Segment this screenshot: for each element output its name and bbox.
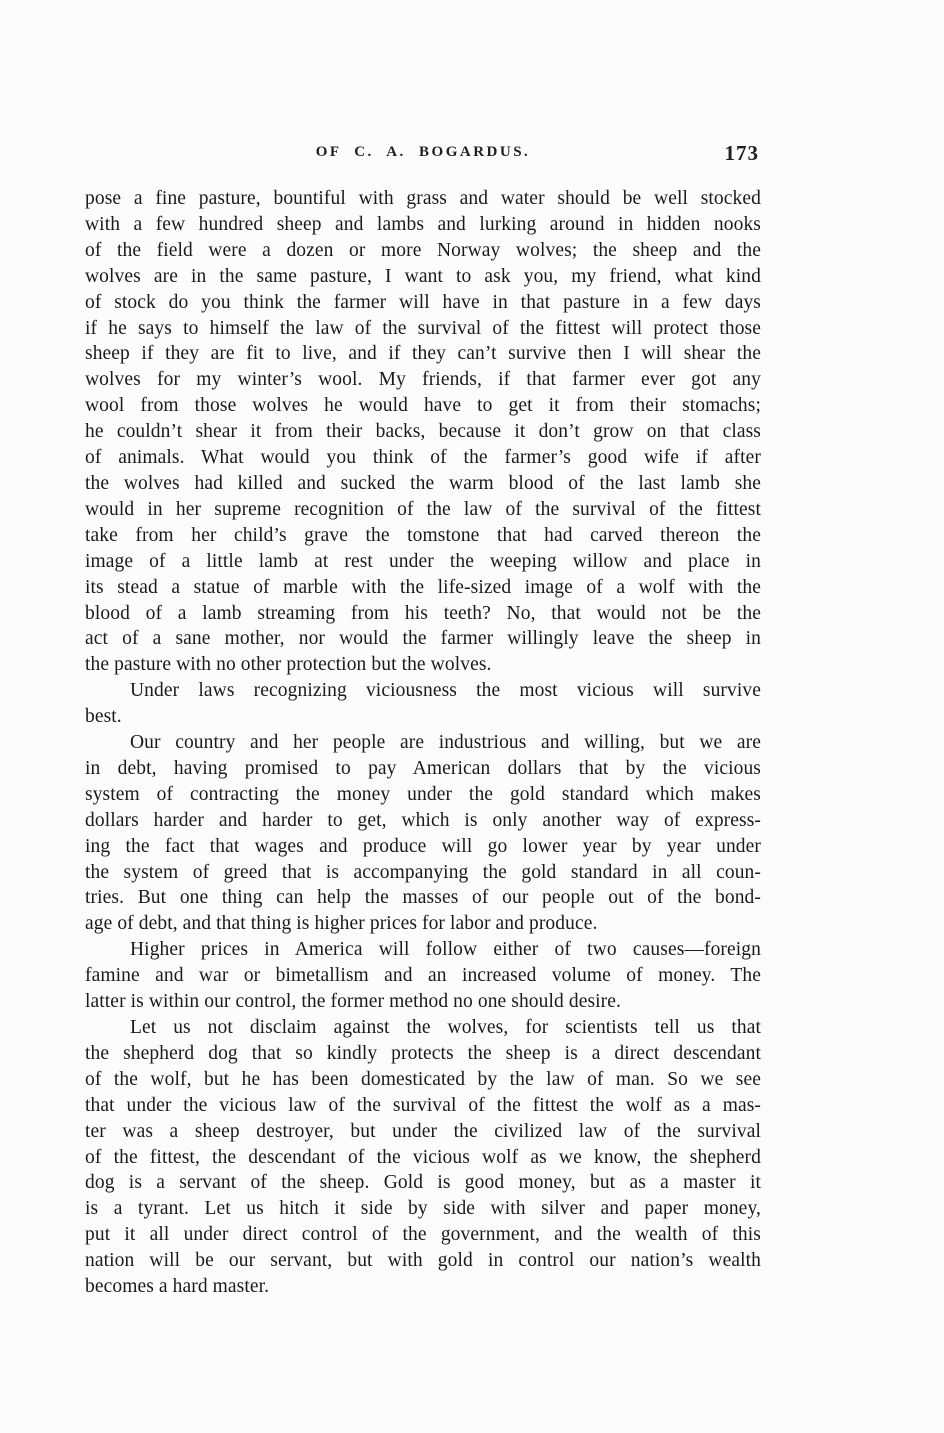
text-line: of the fittest, the descendant of the vicious wolf as we know, the shepherd xyxy=(85,1146,761,1168)
text-line: age of debt, and that thing is higher prices for labor and produce. xyxy=(85,913,598,935)
text-line: system of contracting the money under the gold standard which makes xyxy=(85,783,761,805)
text-line: the pasture with no other protection but the wolves. xyxy=(85,654,492,676)
text-line: ter was a sheep destroyer, but under the civilized law of the survival xyxy=(85,1120,761,1142)
text-line: is a tyrant. Let us hitch it side by side with silver and paper money, xyxy=(85,1198,761,1220)
text-line: of the wolf, but he has been domesticated by the law of man. So we see xyxy=(85,1068,761,1090)
text-line: nation will be our servant, but with gold in control our nation’s wealth xyxy=(85,1250,761,1272)
text-line: wool from those wolves he would have to get it from their stomachs; xyxy=(85,395,761,417)
page-number: 173 xyxy=(724,141,759,165)
paragraph xyxy=(85,1015,761,1300)
text-line: that under the vicious law of the survival of the fittest the wolf as a mas- xyxy=(85,1094,761,1116)
text-line: famine and war or bimetallism and an increased volume of money. The xyxy=(85,965,761,987)
text-line: Let us not disclaim against the wolves, for scientists tell us that xyxy=(130,1017,761,1038)
text-line: put it all under direct control of the government, and the wealth of this xyxy=(85,1224,761,1246)
text-line: dollars harder and harder to get, which is only another way of express- xyxy=(85,809,761,831)
paragraph xyxy=(85,186,761,678)
text-line: becomes a hard master. xyxy=(85,1276,270,1298)
text-line: wolves are in the same pasture, I want to ask you, my friend, what kind xyxy=(85,265,761,287)
text-line: wolves for my winter’s wool. My friends, if that farmer ever got any xyxy=(85,369,761,391)
text-line: of stock do you think the farmer will have in that pasture in a few days xyxy=(85,291,761,313)
text-line: in debt, having promised to pay American dollars that by the vicious xyxy=(85,757,761,779)
paragraph xyxy=(85,937,761,1015)
text-line: best. xyxy=(85,706,122,728)
text-line: with a few hundred sheep and lambs and lurking around in hidden nooks xyxy=(85,213,761,235)
text-line: image of a little lamb at rest under the weeping willow and place in xyxy=(85,550,761,572)
text-line: of animals. What would you think of the farmer’s good wife if after xyxy=(85,447,761,469)
body-text xyxy=(85,186,761,1300)
text-line: would in her supreme recognition of the law of the survival of the fittest xyxy=(85,498,761,520)
text-line: blood of a lamb streaming from his teeth? No, that would not be the xyxy=(85,602,761,624)
text-line: of the field were a dozen or more Norway wolves; the sheep and the xyxy=(85,239,761,261)
paragraph xyxy=(85,730,761,937)
running-title: OF C. A. BOGARDUS. xyxy=(315,144,531,160)
text-line: he couldn’t shear it from their backs, because it don’t grow on that class xyxy=(85,421,761,443)
text-line: if he says to himself the law of the survival of the fittest will protect those xyxy=(85,317,761,339)
text-line: Under laws recognizing viciousness the most vicious will survive xyxy=(130,680,761,702)
text-line: the wolves had killed and sucked the warm blood of the last lamb she xyxy=(85,472,761,494)
text-line: its stead a statue of marble with the life-sized image of a wolf with the xyxy=(85,576,761,598)
text-line: ing the fact that wages and produce will go lower year by year under xyxy=(85,835,761,857)
paragraph xyxy=(85,678,761,730)
text-line: the shepherd dog that so kindly protects the sheep is a direct descendant xyxy=(85,1042,761,1064)
text-line: pose a fine pasture, bountiful with grass and water should be well stocked xyxy=(85,188,761,209)
text-line: latter is within our control, the former method no one should desire. xyxy=(85,991,621,1013)
page-header xyxy=(85,141,761,168)
text-line: sheep if they are fit to live, and if they can’t survive then I will shear the xyxy=(85,343,761,365)
text-line: tries. But one thing can help the masses of our people out of the bond- xyxy=(85,887,761,909)
text-line: take from her child’s grave the tomstone that had carved thereon the xyxy=(85,524,761,546)
text-line: Higher prices in America will follow either of two causes—foreign xyxy=(130,939,761,961)
text-line: Our country and her people are industrious and willing, but we are xyxy=(130,732,761,754)
text-line: the system of greed that is accompanying the gold standard in all coun- xyxy=(85,861,761,883)
text-line: dog is a servant of the sheep. Gold is good money, but as a master it xyxy=(85,1172,761,1194)
text-line: act of a sane mother, nor would the farmer willingly leave the sheep in xyxy=(85,628,761,650)
